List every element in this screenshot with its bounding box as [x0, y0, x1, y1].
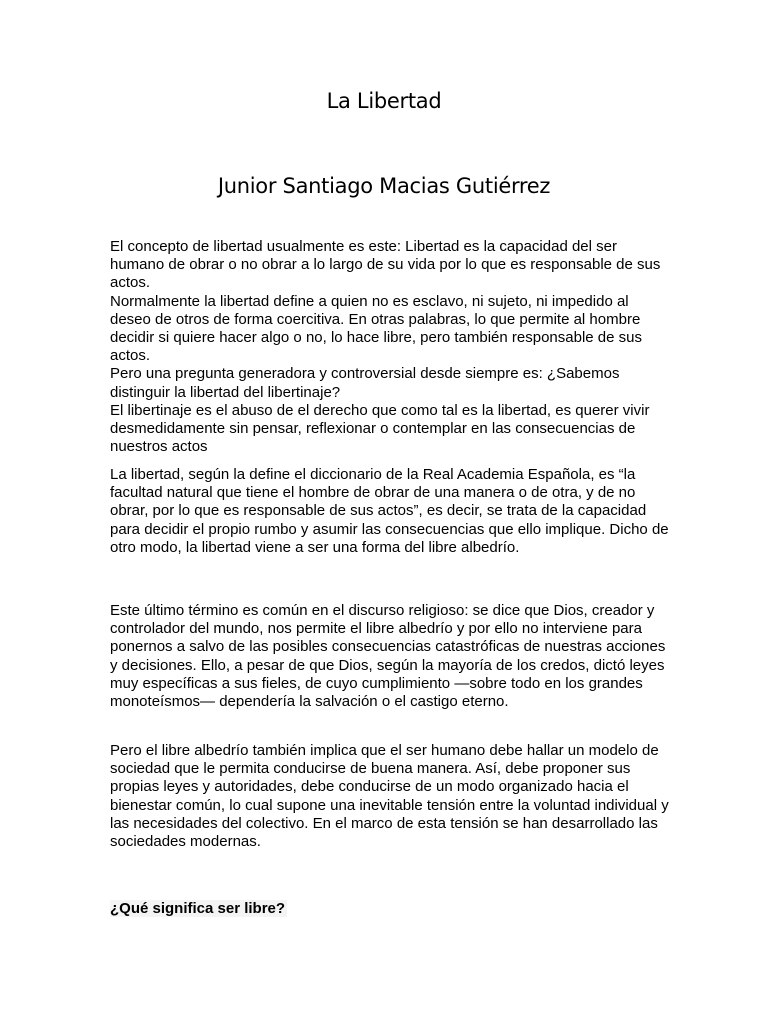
section-heading: ¿Qué significa ser libre? [110, 900, 286, 917]
paragraph-line: Normalmente la libertad define a quien no es esclavo, ni sujeto, ni impedido al deseo de otros de forma coercitiva. En otras palabras, lo que permite al hombre decidir si quiere hacer algo o no, lo hace libre, pero también responsable de sus actos. [110, 292, 642, 365]
paragraph-libre-albedrio: Este último término es común en el discurso religioso: se dice que Dios, creador y controlador del mundo, nos permite el libre albedrío y por ello no interviene para ponernos a salvo de las posibles consecuencias catastróficas de nuestras acciones y decisiones. Ello, a pesar de que Dios, según la mayoría de los credos, dictó leyes muy específicas a sus fieles, de cuyo cumplimiento —sobre todo en los grandes monoteísmos— dependería la salvación o el castigo eterno. [110, 602, 666, 711]
paragraph-line: Pero una pregunta generadora y controversial desde siempre es: ¿Sabemos distinguir la libertad del libertinaje? [110, 365, 620, 401]
paragraph-line: El concepto de libertad usualmente es este: Libertad es la capacidad del ser humano de obrar o no obrar a lo largo de su vida por lo que es responsable de sus actos. [110, 238, 661, 292]
paragraph-sociedad: Pero el libre albedrío también implica que el ser humano debe hallar un modelo de sociedad que le permita conducirse de buena manera. Así, debe proponer sus propias leyes y autoridades, debe conducirse de un modo organizado hacia el bienestar común, lo cual supone una inevitable tensión entre la voluntad individual y las necesidades del colectivo. En el marco de esta tensión se han desarrollado las sociedades modernas. [110, 742, 669, 851]
paragraph-line: El libertinaje es el abuso de el derecho que como tal es la libertad, es querer vivir desmedidamente sin pensar, reflexionar o contemplar en las consecuencias de nuestros actos [110, 401, 650, 456]
document-title: La Libertad [326, 89, 442, 113]
paragraph-definicion-rae: La libertad, según la define el diccionario de la Real Academia Española, es “la facultad natural que tiene el hombre de obrar de una manera o de otra, y de no obrar, por lo que es responsable de sus actos”, es decir, se trata de la capacidad para decidir el propio rumbo y asumir las consecuencias que ello implique. Dicho de otro modo, la libertad viene a ser una forma del libre albedrío. [110, 466, 669, 556]
document-author: Junior Santiago Macias Gutiérrez [217, 174, 551, 198]
paragraph-libertad-concepto [110, 238, 670, 456]
